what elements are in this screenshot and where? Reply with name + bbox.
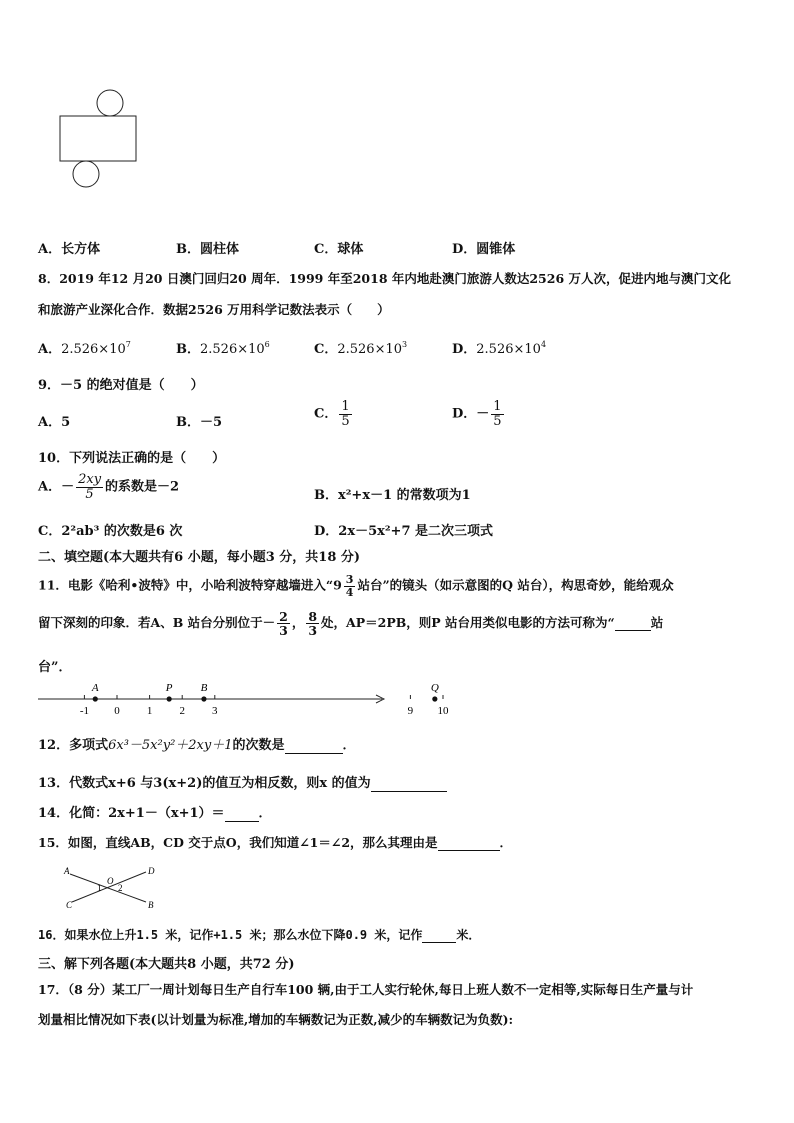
expr-exponent: 7 xyxy=(125,340,131,349)
text: 站台”的镜头（如示意图的Q 站台），构思奇妙，能给观众 xyxy=(357,577,674,593)
option-label: D．－ xyxy=(452,406,490,422)
q10-option-c: C．2²ab³ 的次数是6 次 xyxy=(38,524,183,539)
q7-option-c: C．球体 xyxy=(314,242,364,257)
q8-option-a xyxy=(38,338,131,357)
q8-stem-line2: 和旅游产业深化合作．数据2526 万用科学记数法表示（ ） xyxy=(38,302,390,317)
q9-stem: 9．－5 的绝对值是（ ） xyxy=(38,378,204,393)
fraction xyxy=(277,610,290,637)
fraction xyxy=(344,574,356,598)
option-label: A． xyxy=(38,342,62,357)
numerator: 1 xyxy=(341,399,350,414)
denominator: 5 xyxy=(341,413,350,429)
text: 11．电影《哈利•波特》中，小哈利波特穿越墙进入“9 xyxy=(38,577,342,593)
answer-blank[interactable] xyxy=(371,776,447,792)
q7-option-a: A．长方体 xyxy=(38,242,101,257)
text: ． xyxy=(258,806,272,821)
label-d: D xyxy=(148,866,155,876)
q16-line xyxy=(38,926,480,943)
text: 14．化简：2x+1－（x+1）＝ xyxy=(38,806,225,821)
angle-1: 1 xyxy=(97,883,102,893)
q12-line xyxy=(38,734,356,754)
text: 12．多项式 xyxy=(38,738,109,753)
point-label-b: B xyxy=(200,682,208,694)
point-p xyxy=(167,696,172,701)
q11-line2: 留下深刻的印象．若A、B 站台分别位于－ $\frac{2}{3}$ ， $\frac{8}{3}$ 处，AP＝2PB，则P 站台用类似电影的方法可称为“ 站 xyxy=(38,609,664,639)
tick-label: 1 xyxy=(146,705,153,717)
expr-exponent: 3 xyxy=(402,340,408,349)
option-label: B． xyxy=(176,342,200,357)
option-label: C． xyxy=(314,342,338,357)
q10-option-d: D．2x－5x²+7 是二次三项式 xyxy=(314,524,494,539)
point-b xyxy=(201,696,206,701)
answer-blank[interactable] xyxy=(422,928,456,943)
polynomial-expression: 6x³－5x²y²＋2xy＋1 xyxy=(108,738,233,753)
text: 处，AP＝2PB，则P 站台用类似电影的方法可称为“ xyxy=(321,615,615,631)
section-2-heading: 二、填空题(本大题共有6 小题，每小题3 分，共18 分) xyxy=(38,550,361,565)
expr-exponent: 4 xyxy=(540,340,547,349)
q11-line3: 台”． xyxy=(38,660,72,675)
point-q xyxy=(432,696,437,701)
expr-base: 2.526×10 xyxy=(200,342,265,357)
answer-blank[interactable] xyxy=(225,806,259,822)
section-3-heading: 三、解下列各题(本大题共8 小题，共72 分) xyxy=(38,957,295,972)
label-a: A xyxy=(64,866,70,876)
tick-label: 0 xyxy=(114,705,120,717)
q9-option-a: A．5 xyxy=(38,415,71,430)
tick-label: -1 xyxy=(79,705,89,717)
tick-label: 2 xyxy=(179,705,185,717)
q10-option-a xyxy=(38,473,179,501)
q15-figure xyxy=(62,862,162,912)
q17-line2: 划量相比情况如下表(以计划量为标准,增加的车辆数记为正数,减少的车辆数记为负数): xyxy=(38,1012,514,1027)
q8-option-b xyxy=(176,338,270,357)
text: 16．如果水位上升1.5 米，记作+1.5 米；那么水位下降0.9 米，记作 xyxy=(38,928,423,942)
denominator: 4 xyxy=(345,585,354,599)
q8-option-c xyxy=(314,338,407,357)
q17-line1: 17．（8 分）某工厂一周计划每日生产自行车100 辆,由于工人实行轮休,每日上班人数不一定相等,实际每日生产量与计 xyxy=(38,982,694,997)
denominator: 5 xyxy=(85,486,94,502)
text: 13．代数式x+6 与3(x+2)的值互为相反数，则x 的值为 xyxy=(38,776,371,791)
numerator: 2xy xyxy=(78,472,102,487)
fraction xyxy=(306,610,319,637)
q8-option-d xyxy=(452,338,546,357)
q11-line1 xyxy=(38,574,674,598)
denominator: 3 xyxy=(279,623,288,639)
q8-stem-line1: 8．2019 年12 月20 日澳门回归20 周年．1999 年至2018 年内地赴澳门旅游人数达2526 万人次，促进内地与澳门文化 xyxy=(38,271,732,286)
numerator: 8 xyxy=(308,609,318,624)
text: 站 xyxy=(650,615,664,631)
q10-option-b: B．x²+x－1 的常数项为1 xyxy=(314,488,471,503)
point-label-p: P xyxy=(165,682,173,694)
q9-option-b: B．－5 xyxy=(176,415,223,430)
fraction xyxy=(76,473,103,501)
text: 留下深刻的印象．若A、B 站台分别位于－ xyxy=(38,615,276,631)
denominator: 3 xyxy=(308,623,318,639)
label-c: C xyxy=(66,900,73,910)
numerator: 1 xyxy=(493,399,502,414)
denominator: 5 xyxy=(493,413,502,429)
numerator: 3 xyxy=(345,573,354,586)
q7-option-b: B．圆柱体 xyxy=(176,242,239,257)
point-a xyxy=(93,696,98,701)
tick-label: 3 xyxy=(212,705,218,717)
label-b: B xyxy=(148,900,154,910)
point-label-q: Q xyxy=(430,682,439,694)
expr-base: 2.526×10 xyxy=(337,342,403,357)
text: ． xyxy=(342,738,356,753)
tick-label: 9 xyxy=(407,705,414,717)
point-label-a: A xyxy=(91,682,99,694)
rectangle xyxy=(60,116,136,161)
top-circle xyxy=(97,90,123,116)
option-label: C． xyxy=(314,406,338,422)
expr-base: 2.526×10 xyxy=(61,342,126,357)
q10-stem: 10．下列说法正确的是（ ） xyxy=(38,451,226,466)
answer-blank[interactable] xyxy=(615,615,651,631)
q9-option-c xyxy=(314,400,354,428)
fraction xyxy=(339,400,351,428)
numerator: 2 xyxy=(279,609,288,624)
option-label: A．－ xyxy=(38,479,75,495)
text: 15．如图，直线AB，CD 交于点O，我们知道∠1＝∠2，那么其理由是 xyxy=(38,835,438,850)
tick-label: 10 xyxy=(437,705,449,717)
label-o: O xyxy=(107,876,114,886)
answer-blank[interactable] xyxy=(285,738,343,754)
q11-number-line xyxy=(38,678,449,720)
q9-option-d xyxy=(452,400,506,428)
text: 的次数是 xyxy=(232,738,285,753)
expr-exponent: 6 xyxy=(264,340,270,349)
q7-option-d: D．圆锥体 xyxy=(452,242,516,257)
q15-line xyxy=(38,833,512,851)
angle-2: 2 xyxy=(118,883,123,893)
answer-blank[interactable] xyxy=(438,835,500,851)
q14-line xyxy=(38,802,272,822)
option-label: D． xyxy=(452,342,477,357)
bottom-circle xyxy=(73,161,99,187)
expr-base: 2.526×10 xyxy=(476,342,541,357)
q13-line xyxy=(38,772,447,792)
fraction xyxy=(491,400,503,428)
option-rest: 的系数是－2 xyxy=(105,479,180,495)
text: ． xyxy=(499,835,513,850)
q7-figure xyxy=(55,85,145,190)
text: 米． xyxy=(456,928,481,942)
